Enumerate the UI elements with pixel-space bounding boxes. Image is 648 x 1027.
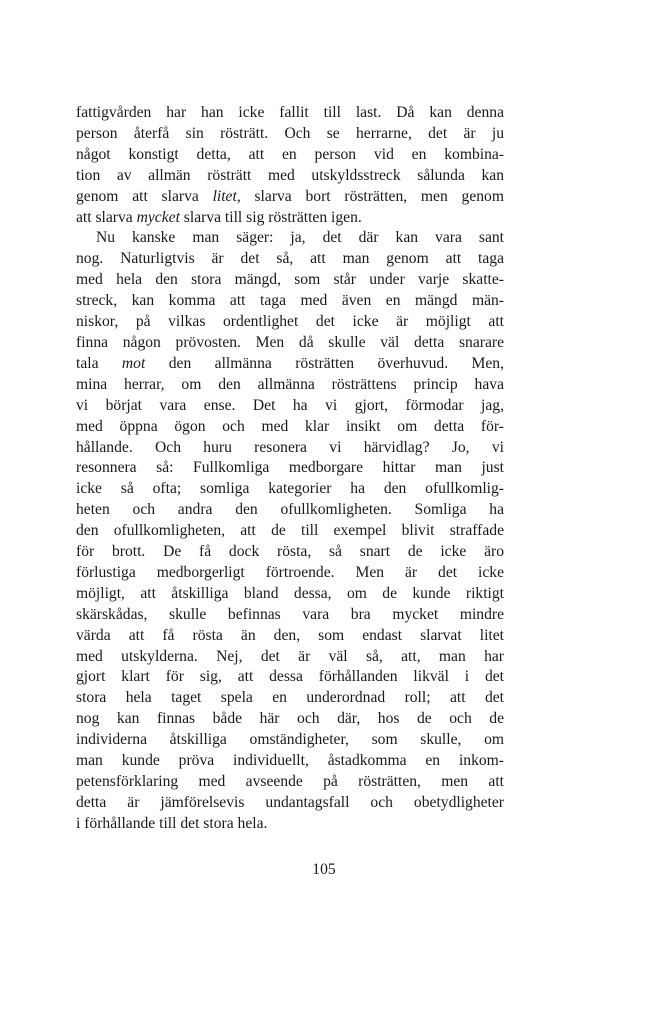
text-line xyxy=(76,793,504,814)
body-text xyxy=(76,103,504,835)
text-line xyxy=(76,479,504,500)
text-line xyxy=(76,333,504,354)
text-line xyxy=(76,605,504,626)
text-segment: Nu kanske man säger: ja, det där kan vara sant xyxy=(96,229,504,247)
text-segment: något konstigt detta, att en person vid en kombina- xyxy=(76,145,504,163)
text-line xyxy=(76,249,504,270)
text-segment: slarva till sig rösträtten igen. xyxy=(179,208,362,226)
text-segment: för brott. De få dock rösta, så snart de icke äro xyxy=(76,543,504,561)
italic-word: litet xyxy=(212,187,237,205)
text-line xyxy=(76,751,504,772)
text-line xyxy=(76,521,504,542)
text-segment: den ofullkomligheten, att de till exempel blivit straffade xyxy=(76,522,504,540)
text-segment: man kunde pröva individuellt, åstadkomma en inkom- xyxy=(76,752,504,770)
text-segment: skärskådas, skulle befinnas vara bra mycket mindre xyxy=(76,605,504,623)
text-line xyxy=(76,542,504,563)
text-segment: detta är jämförelsevis undantagsfall och obetydligheter xyxy=(76,793,504,811)
text-line xyxy=(76,103,504,124)
text-segment: värda att få rösta än den, som endast slarvat litet xyxy=(76,626,504,644)
text-segment: icke så ofta; somliga kategorier ha den ofullkomlig- xyxy=(76,480,504,498)
text-segment: mina herrar, om den allmänna rösträttens princip hava xyxy=(76,375,504,393)
text-segment: heten och andra den ofullkomligheten. Somliga ha xyxy=(76,501,504,519)
text-line xyxy=(76,396,504,417)
text-line xyxy=(76,647,504,668)
text-line xyxy=(76,814,504,835)
text-segment: petensförklaring med avseende på rösträtten, men att xyxy=(76,773,504,790)
text-segment: tion av allmän rösträtt med utskyldsstreck sålunda kan xyxy=(76,166,504,184)
text-segment: stora hela taget spela en underordnad roll; att det xyxy=(76,689,504,707)
text-line xyxy=(76,688,504,709)
page-number: 105 xyxy=(312,861,336,878)
text-segment: streck, kan komma att taga med även en mängd män- xyxy=(76,292,504,310)
text-line xyxy=(76,270,504,291)
text-segment: person återfå sin rösträtt. Och se herrarne, det är ju xyxy=(76,124,504,142)
italic-word: mycket xyxy=(136,208,180,226)
text-line xyxy=(76,772,504,793)
text-segment: tala xyxy=(76,354,122,372)
text-line xyxy=(76,375,504,396)
text-line xyxy=(76,438,504,459)
text-segment: resonnera så: Fullkomliga medborgare hittar man just xyxy=(76,459,504,477)
text-segment: att slarva xyxy=(76,208,137,226)
text-segment: hållande. Och huru resonera vi härvidlag? Jo, vi xyxy=(76,438,504,456)
text-line xyxy=(76,124,504,145)
italic-word: mot xyxy=(121,354,146,372)
text-line xyxy=(76,563,504,584)
text-segment: nog kan finnas både här och där, hos de och de xyxy=(76,710,504,728)
text-segment: , slarva bort rösträtten, men genom xyxy=(236,187,504,205)
text-segment: genom att slarva xyxy=(76,187,213,205)
text-line xyxy=(76,354,504,375)
text-line xyxy=(76,667,504,688)
text-segment: gjort klart för sig, att dessa förhållanden likväl i det xyxy=(76,668,504,686)
text-segment: i förhållande till det stora hela. xyxy=(76,814,268,832)
text-line xyxy=(76,730,504,751)
text-line xyxy=(76,145,504,166)
text-line xyxy=(76,208,504,229)
text-segment: fattigvården har han icke fallit till last. Då kan denna xyxy=(76,104,504,121)
text-line xyxy=(76,500,504,521)
text-line xyxy=(76,584,504,605)
text-segment: den allmänna rösträtten överhuvud. Men, xyxy=(145,354,504,372)
text-segment: finna någon prövosten. Men då skulle väl detta snarare xyxy=(76,333,504,351)
text-segment: med hela den stora mängd, som står under varje skatte- xyxy=(76,271,504,289)
text-segment: nog. Naturligtvis är det så, att man genom att taga xyxy=(76,250,504,268)
text-line xyxy=(76,417,504,438)
text-segment: niskor, på vilkas ordentlighet det icke är möjligt att xyxy=(76,313,504,331)
text-line xyxy=(76,187,504,208)
text-line xyxy=(76,626,504,647)
text-line xyxy=(76,458,504,479)
text-segment: med utskylderna. Nej, det är väl så, att, man har xyxy=(76,647,504,665)
text-line xyxy=(76,166,504,187)
text-line xyxy=(76,709,504,730)
text-segment: möjligt, att åtskilliga bland dessa, om de kunde riktigt xyxy=(76,584,504,602)
text-segment: förlustiga medborgerligt förtroende. Men är det icke xyxy=(76,563,504,581)
text-line xyxy=(76,291,504,312)
text-segment: vi börjat vara ense. Det ha vi gjort, förmodar jag, xyxy=(76,396,504,414)
text-line xyxy=(76,312,504,333)
text-line xyxy=(76,228,504,249)
text-segment: individerna åtskilliga omständigheter, som skulle, om xyxy=(76,731,504,749)
text-segment: med öppna ögon och med klar insikt om detta för- xyxy=(76,417,504,435)
